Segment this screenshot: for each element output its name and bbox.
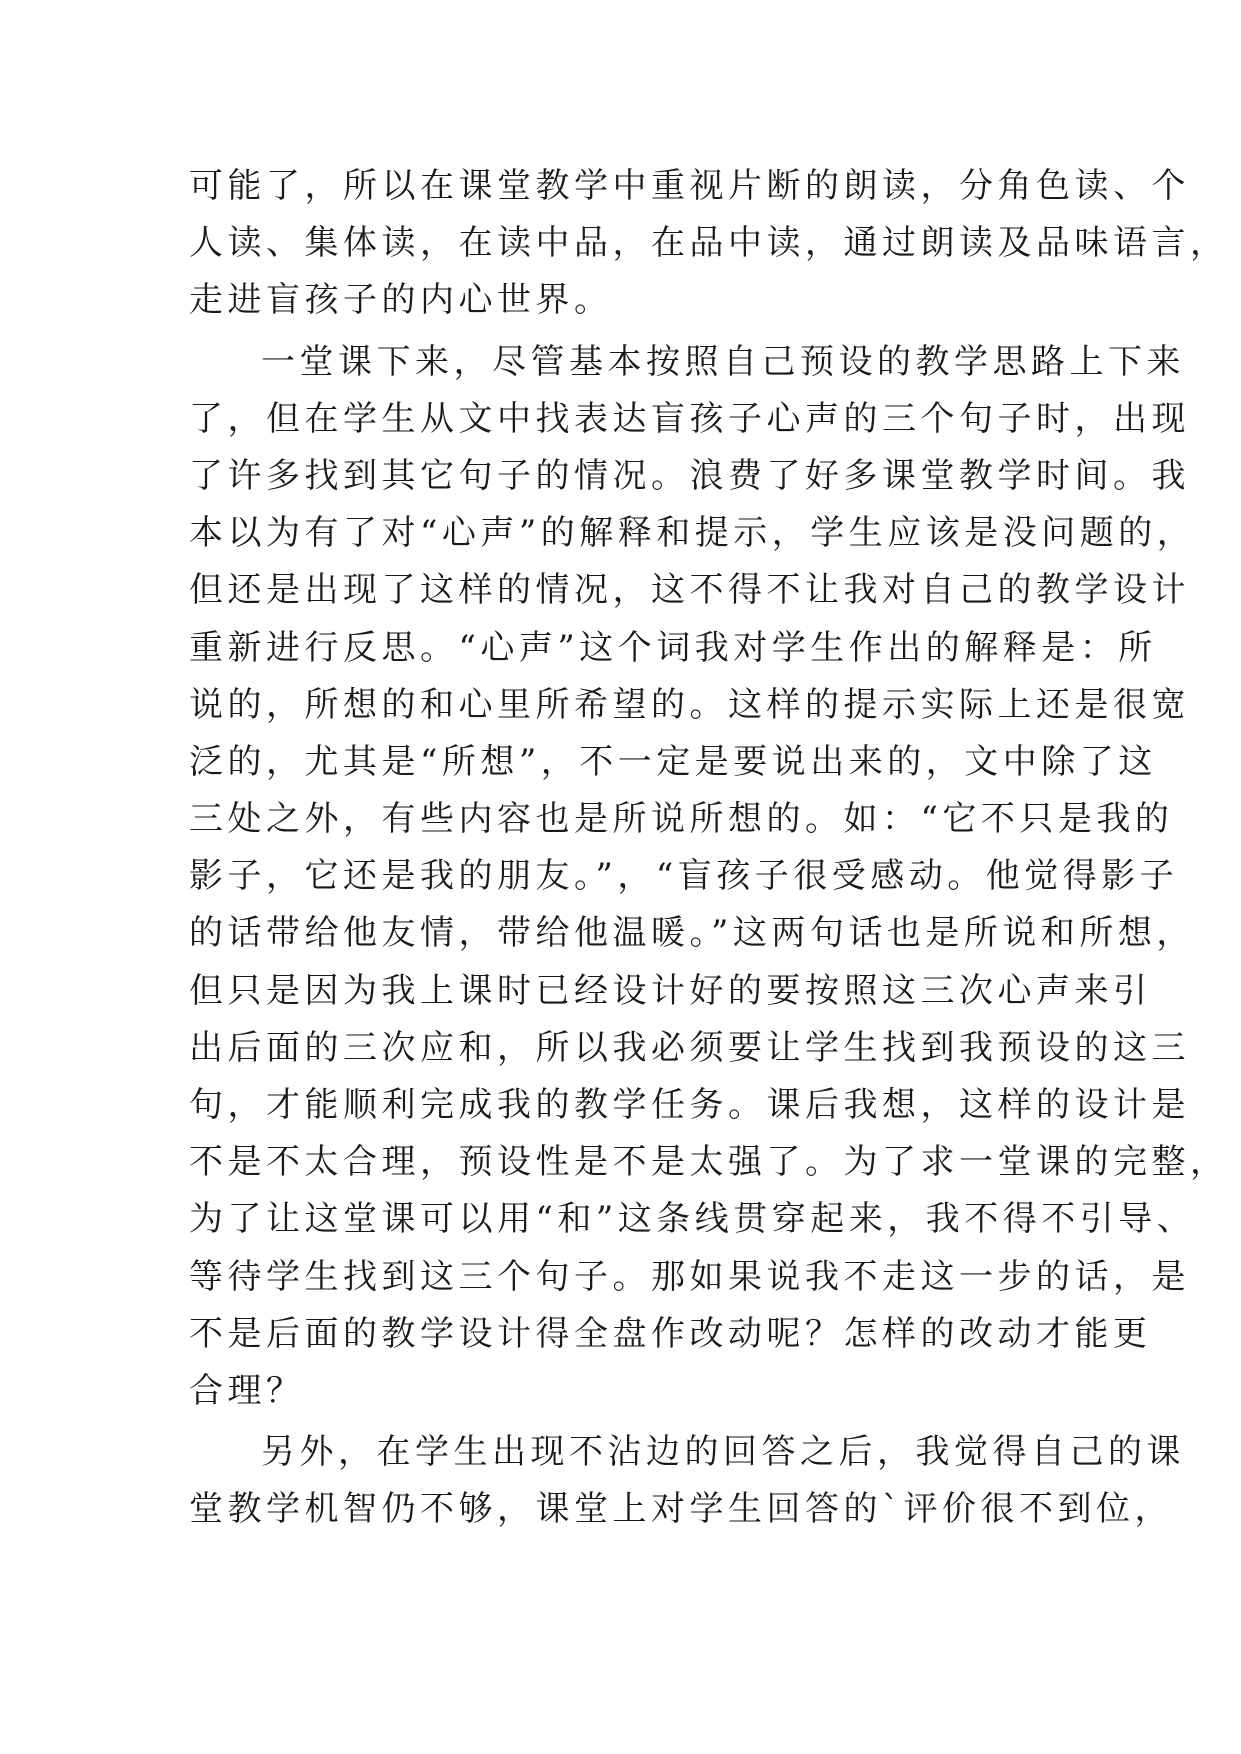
text-line: 为了让这堂课可以用“和”这条线贯穿起来，我不得不引导、	[189, 1199, 1196, 1240]
text-line: 不是不太合理，预设性是不是太强了。为了求一堂课的完整，	[189, 1142, 1229, 1183]
text-line: 说的，所想的和心里所希望的。这样的提示实际上还是很宽	[189, 684, 1190, 725]
text-line: 句，才能顺利完成我的教学任务。课后我想，这样的设计是	[189, 1085, 1190, 1125]
text-line: 重新进行反思。“心声”这个词我对学生作出的解释是：所	[189, 627, 1157, 668]
text-line: 可能了，所以在课堂教学中重视片断的朗读，分角色读、个	[189, 166, 1190, 206]
text-line: 泛的，尤其是“所想”，不一定是要说出来的，文中除了这	[189, 741, 1157, 782]
text-line: 走进盲孩子的内心世界。	[189, 280, 613, 321]
text-line: 本以为有了对“心声”的解释和提示，学生应该是没问题的，	[189, 513, 1196, 554]
body-text	[189, 158, 1229, 1539]
text-line: 的话带给他友情，带给他温暖。”这两句话也是所说和所想，	[189, 913, 1195, 954]
text-line: 人读、集体读，在读中品，在品中读，通过朗读及品味语言，	[189, 223, 1229, 264]
text-line: 堂教学机智仍不够，课堂上对学生回答的`评价很不到位，	[189, 1489, 1173, 1530]
text-line: 一堂课下来，尽管基本按照自己预设的教学思路上下来	[261, 341, 1185, 382]
text-line: 但只是因为我上课时已经设计好的要按照这三次心声来引	[189, 970, 1152, 1011]
text-line: 影子，它还是我的朋友。”，“盲孩子很受感动。他觉得影子	[189, 856, 1179, 897]
text-line: 了许多找到其它句子的情况。浪费了好多课堂教学时间。我	[189, 455, 1190, 496]
text-line: 但还是出现了这样的情况，这不得不让我对自己的教学设计	[189, 570, 1190, 611]
text-line: 不是后面的教学设计得全盘作改动呢？怎样的改动才能更	[189, 1313, 1152, 1354]
text-line: 三处之外，有些内容也是所说所想的。如：“它不只是我的	[189, 799, 1174, 840]
text-line: 合理？	[189, 1370, 305, 1411]
text-line: 出后面的三次应和，所以我必须要让学生找到我预设的这三	[189, 1027, 1190, 1068]
text-line: 等待学生找到这三个句子。那如果说我不走这一步的话，是	[189, 1256, 1190, 1297]
text-line: 了，但在学生从文中找表达盲孩子心声的三个句子时，出现	[189, 398, 1190, 439]
text-line: 另外，在学生出现不沾边的回答之后，我觉得自己的课	[261, 1432, 1185, 1473]
